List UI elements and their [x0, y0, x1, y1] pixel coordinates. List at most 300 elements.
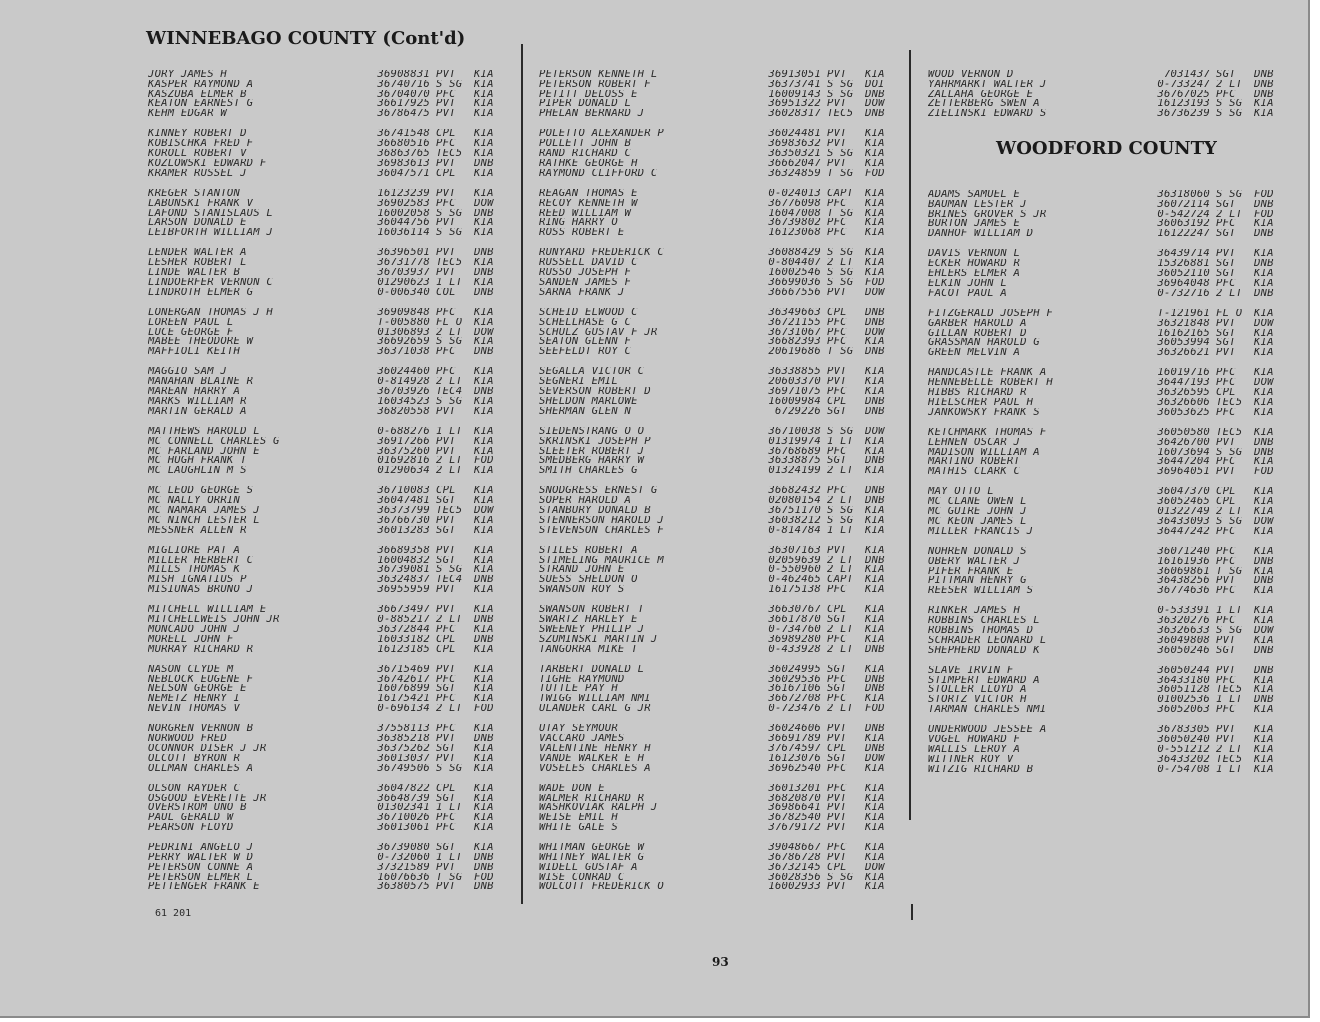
- status: DNB: [1254, 89, 1274, 100]
- roster-row: [928, 487, 1288, 497]
- roster-row: [148, 109, 508, 119]
- roster-row: [539, 803, 899, 813]
- soldier-name: BAUMAN LESTER J: [928, 199, 1027, 210]
- rank: CPL: [827, 396, 847, 407]
- rank: PFC: [436, 367, 456, 378]
- rank: 1 LT: [827, 436, 854, 447]
- rank: 1 LT: [436, 803, 463, 814]
- soldier-name: STENNERSON HAROLD J: [539, 515, 664, 526]
- rank: S SG: [827, 515, 854, 526]
- status: KIA: [474, 70, 494, 80]
- roster-row: [148, 615, 508, 625]
- rank: 1 LT: [827, 525, 854, 536]
- soldier-name: MILLS THOMAS K: [148, 565, 241, 576]
- soldier-name: SMEDBERG HARRY W: [539, 456, 645, 467]
- serial-number: 36447204: [1157, 457, 1210, 468]
- rank: 2 LT: [827, 496, 854, 506]
- soldier-name: KINNEY ROBERT D: [148, 129, 247, 140]
- soldier-name: SKRINSKI JOSEPH P: [539, 436, 651, 447]
- roster-row: [148, 199, 508, 209]
- roster-group: [539, 843, 899, 892]
- serial-number: 0-885217: [377, 615, 430, 625]
- status: KIA: [474, 813, 494, 823]
- soldier-name: LARSON DONALD E: [148, 218, 247, 229]
- soldier-name: SHEPHERD DONALD K: [928, 645, 1040, 656]
- roster-group: [539, 784, 899, 833]
- status: DNB: [474, 634, 494, 645]
- roster-row: [148, 99, 508, 109]
- roster-row: [928, 557, 1288, 567]
- roster-group: [148, 605, 508, 654]
- status: KIA: [474, 515, 494, 526]
- soldier-name: MATHIS CLARK C: [928, 467, 1021, 477]
- soldier-name: ROBBINS THOMAS D: [928, 625, 1034, 636]
- roster-row: [928, 467, 1288, 477]
- roster-row: [928, 338, 1288, 348]
- status: KIA: [1254, 616, 1274, 626]
- rank: PVT: [1216, 467, 1236, 477]
- status: DNB: [865, 743, 885, 754]
- status: KIA: [1254, 685, 1274, 696]
- roster-row: [539, 258, 899, 268]
- serial-number: 36324859: [768, 168, 821, 179]
- rank: PVT: [436, 109, 456, 119]
- serial-number: 36739802: [768, 218, 821, 229]
- serial-number: 36703926: [377, 387, 430, 397]
- serial-number: 36447242: [1157, 526, 1210, 537]
- rank: S SG: [1216, 625, 1243, 636]
- serial-number: 36071240: [1157, 546, 1210, 557]
- roster-row: [539, 764, 899, 774]
- soldier-name: PETTENGER FRANK E: [148, 882, 260, 893]
- roster-group: [539, 605, 899, 654]
- status: FOD: [1254, 190, 1274, 200]
- soldier-name: WIDELL GUSTAF A: [539, 862, 638, 873]
- status: KIA: [474, 406, 494, 417]
- status: KIA: [865, 565, 885, 576]
- soldier-name: SEATON GLENN F: [539, 337, 632, 348]
- roster-row: [148, 347, 508, 357]
- serial-number: 01290623: [377, 277, 430, 288]
- rank: SGT: [827, 753, 847, 764]
- roster-row: [148, 556, 508, 566]
- rank: PFC: [827, 218, 847, 229]
- soldier-name: WHITMAN GEORGE W: [539, 843, 645, 854]
- roster-row: [148, 516, 508, 526]
- rank: PFC: [827, 585, 847, 595]
- status: KIA: [865, 634, 885, 645]
- rank: 2 LT: [436, 615, 463, 625]
- status: DOW: [474, 198, 494, 209]
- roster-row: [928, 695, 1288, 705]
- rank: PFC: [827, 634, 847, 645]
- status: FOD: [1254, 467, 1274, 477]
- serial-number: 36047370: [1157, 487, 1210, 498]
- roster-row: [539, 456, 899, 466]
- status: KIA: [474, 793, 494, 804]
- status: KIA: [474, 277, 494, 288]
- soldier-name: RING HARRY O: [539, 218, 618, 229]
- rank: SGT: [827, 456, 847, 467]
- soldier-name: ZIELINSKI EDWARD S: [928, 109, 1047, 119]
- roster-row: [539, 218, 899, 228]
- status: KIA: [865, 545, 885, 556]
- rank: PFC: [1216, 556, 1236, 567]
- soldier-name: TARMAN CHARLES NMI: [928, 705, 1047, 715]
- status: KIA: [865, 763, 885, 774]
- status: DOW: [1254, 625, 1274, 636]
- status: KIA: [474, 109, 494, 119]
- serial-number: 16123239: [377, 188, 430, 199]
- serial-number: 36050246: [1157, 645, 1210, 656]
- status: DNB: [1254, 70, 1274, 80]
- serial-number: 36047822: [377, 783, 430, 794]
- status: KIA: [865, 694, 885, 705]
- rank: TEC5: [1216, 754, 1243, 765]
- rank: PVT: [436, 734, 456, 744]
- status: KIA: [865, 129, 885, 140]
- roster-row: [539, 99, 899, 109]
- roster-row: [928, 457, 1288, 467]
- status: KIA: [865, 337, 885, 348]
- status: DNB: [865, 396, 885, 407]
- status: KIA: [865, 387, 885, 397]
- status: DNB: [474, 248, 494, 259]
- serial-number: 36731067: [768, 327, 821, 338]
- serial-number: 36052110: [1157, 269, 1210, 279]
- serial-number: 36439714: [1157, 249, 1210, 260]
- status: KIA: [474, 684, 494, 695]
- roster-row: [928, 309, 1288, 319]
- serial-number: 16004832: [377, 555, 430, 566]
- rank: 2 LT: [1216, 744, 1243, 755]
- rank: PVT: [827, 99, 847, 110]
- roster-row: [928, 517, 1288, 527]
- serial-number: 36371038: [377, 347, 430, 357]
- roster-row: [539, 347, 899, 357]
- soldier-name: VOSELES CHARLES A: [539, 763, 651, 774]
- status: KIA: [474, 436, 494, 447]
- soldier-name: MAGGIO SAM J: [148, 367, 227, 378]
- status: KIA: [474, 307, 494, 318]
- roster-row: [539, 754, 899, 764]
- soldier-name: KOBISCHKA FRED F: [148, 139, 254, 150]
- rank: 2 LT: [436, 704, 463, 714]
- serial-number: 36776098: [768, 198, 821, 209]
- roster-group: [148, 367, 508, 416]
- status: KIA: [1254, 487, 1274, 498]
- serial-number: 16002546: [768, 268, 821, 278]
- roster-row: [148, 675, 508, 685]
- rank: 2 LT: [436, 456, 463, 467]
- roster-row: [148, 209, 508, 219]
- roster-row: [928, 576, 1288, 586]
- roster-group: [539, 486, 899, 535]
- roster-row: [539, 813, 899, 823]
- rank: PVT: [436, 70, 456, 80]
- serial-number: 36786728: [768, 853, 821, 863]
- rank: PFC: [436, 694, 456, 705]
- rank: CPL: [436, 129, 456, 140]
- status: KIA: [474, 99, 494, 110]
- roster-group: [539, 70, 899, 119]
- rank: PVT: [1216, 348, 1236, 358]
- serial-number: 36617925: [377, 99, 430, 110]
- status: KIA: [865, 377, 885, 388]
- rank: SGT: [1216, 229, 1236, 239]
- status: KIA: [1254, 764, 1274, 775]
- soldier-name: OLSON RAYDER C: [148, 783, 241, 794]
- roster-row: [928, 636, 1288, 646]
- serial-number: 37558113: [377, 724, 430, 735]
- soldier-name: DAVIS VERNON L: [928, 249, 1021, 260]
- soldier-name: MORELL JOHN F: [148, 634, 234, 645]
- status: DNB: [1254, 288, 1274, 299]
- page-number: 93: [712, 955, 729, 969]
- serial-number: 36682432: [768, 486, 821, 497]
- soldier-name: WASHKOVIAK RALPH J: [539, 803, 658, 814]
- rank: TEC5: [1216, 685, 1243, 696]
- serial-number: 36049808: [1157, 635, 1210, 646]
- footer-code: 61 201: [155, 908, 192, 919]
- soldier-name: MC KEON JAMES L: [928, 516, 1027, 527]
- serial-number: 36739081: [377, 565, 430, 576]
- rank: SGT: [436, 684, 456, 695]
- soldier-name: MC NAMARA JAMES J: [148, 505, 260, 516]
- roster-row: [148, 744, 508, 754]
- soldier-name: LINDOERFER VERNON C: [148, 277, 273, 288]
- soldier-name: OLCOTT BYRON R: [148, 753, 241, 764]
- roster-row: [148, 843, 508, 853]
- status: KIA: [1254, 606, 1274, 617]
- serial-number: 01319974: [768, 436, 821, 447]
- serial-number: 36768689: [768, 446, 821, 457]
- roster-row: [928, 616, 1288, 626]
- roster-row: [539, 447, 899, 457]
- rank: 1 LT: [436, 426, 463, 437]
- roster-row: [148, 694, 508, 704]
- status: DOW: [1254, 318, 1274, 329]
- status: KIA: [474, 644, 494, 655]
- status: DOW: [865, 753, 885, 764]
- status: KIA: [1254, 109, 1274, 119]
- soldier-name: NORWOOD FRED: [148, 734, 227, 744]
- roster-row: [148, 724, 508, 734]
- roster-row: [539, 863, 899, 873]
- soldier-name: MABEE THEODORE W: [148, 337, 254, 348]
- soldier-name: SARNA FRANK J: [539, 287, 625, 298]
- serial-number: 36029536: [768, 674, 821, 685]
- roster-row: [928, 388, 1288, 398]
- roster-group: [928, 606, 1288, 655]
- soldier-name: MISH IGNATIUS P: [148, 575, 247, 586]
- serial-number: 36710026: [377, 813, 430, 823]
- rank: PFC: [827, 446, 847, 457]
- roster-group: [148, 189, 508, 238]
- status: FOD: [474, 872, 494, 883]
- rank: S SG: [1216, 190, 1243, 200]
- rank: PFC: [436, 307, 456, 318]
- roster-row: [148, 575, 508, 585]
- status: DOW: [474, 505, 494, 516]
- soldier-name: MADISON WILLIAM A: [928, 447, 1040, 458]
- soldier-name: MIGLIORE PAT A: [148, 545, 241, 556]
- soldier-name: DANHOF WILLIAM D: [928, 229, 1034, 239]
- soldier-name: SHERMAN GLEN N: [539, 406, 632, 417]
- soldier-name: SUESS SHELDON O: [539, 575, 638, 586]
- soldier-name: TUTTLE PAY H: [539, 684, 618, 695]
- roster-row: [928, 249, 1288, 259]
- serial-number: 36052465: [1157, 497, 1210, 508]
- roster-row: [148, 754, 508, 764]
- roster-row: [539, 575, 899, 585]
- soldier-name: NELSON GEORGE E: [148, 684, 247, 695]
- rank: SGT: [436, 555, 456, 566]
- serial-number: 0-754708: [1157, 764, 1210, 775]
- rank: PFC: [827, 843, 847, 854]
- serial-number: 36909848: [377, 307, 430, 318]
- serial-number: 36373799: [377, 505, 430, 516]
- rank: 1 LT: [436, 277, 463, 288]
- rank: FL O: [1216, 308, 1243, 319]
- rank: CPL: [1216, 487, 1236, 498]
- serial-number: 36667556: [768, 287, 821, 298]
- roster-row: [539, 407, 899, 417]
- soldier-name: MAY OTTO L: [928, 487, 994, 498]
- roster-group: [539, 367, 899, 416]
- column-divider-left: [521, 44, 523, 904]
- status: KIA: [474, 674, 494, 685]
- rank: CAPT: [827, 575, 854, 586]
- soldier-name: MC CONNELL CHARLES G: [148, 436, 280, 447]
- roster-row: [928, 606, 1288, 616]
- roster-row: [928, 80, 1288, 90]
- rank: CPL: [436, 486, 456, 497]
- serial-number: 16161936: [1157, 556, 1210, 567]
- soldier-name: MC NALLY ORRIN: [148, 496, 241, 506]
- roster-row: [928, 685, 1288, 695]
- soldier-name: PEARSON FLOYD: [148, 823, 234, 833]
- soldier-name: SCHELLHASE G C: [539, 317, 632, 328]
- serial-number: 36028317: [768, 109, 821, 119]
- rank: PFC: [1216, 586, 1236, 596]
- roster-row: [148, 288, 508, 298]
- roster-row: [539, 466, 899, 476]
- roster-group: [539, 665, 899, 714]
- serial-number: 36783305: [1157, 725, 1210, 736]
- rank: S SG: [1216, 109, 1243, 119]
- serial-number: 36380575: [377, 882, 430, 893]
- soldier-name: SOPER HAROLD A: [539, 496, 632, 506]
- serial-number: 36908831: [377, 70, 430, 80]
- soldier-name: SWANSON ROY S: [539, 585, 625, 595]
- serial-number: 36024481: [768, 129, 821, 140]
- rank: PFC: [1216, 378, 1236, 389]
- roster-group: [928, 725, 1288, 774]
- rank: PFC: [827, 763, 847, 774]
- roster-row: [148, 189, 508, 199]
- roster-row: [148, 377, 508, 387]
- rank: PFC: [1216, 705, 1236, 715]
- rank: PVT: [436, 882, 456, 893]
- rank: PFC: [1216, 675, 1236, 686]
- serial-number: 36024606: [768, 724, 821, 735]
- status: KIA: [1254, 278, 1274, 289]
- rank: PVT: [827, 823, 847, 833]
- rank: SGT: [827, 406, 847, 417]
- soldier-name: MC CLANE OWEN L: [928, 497, 1027, 508]
- soldier-name: MARKS WILLIAM R: [148, 396, 247, 407]
- serial-number: 36913051: [768, 70, 821, 80]
- rank: 2 LT: [1216, 79, 1243, 90]
- status: KIA: [865, 525, 885, 536]
- serial-number: 36917266: [377, 436, 430, 447]
- roster-row: [148, 427, 508, 437]
- soldier-name: KASZUBA ELMER B: [148, 89, 247, 100]
- soldier-name: HENNEBELLE ROBERT H: [928, 378, 1053, 389]
- serial-number: 0-533391: [1157, 606, 1210, 617]
- rank: T SG: [827, 208, 854, 219]
- roster-row: [148, 159, 508, 169]
- serial-number: 36721155: [768, 317, 821, 328]
- status: DNB: [865, 347, 885, 357]
- status: KIA: [1254, 635, 1274, 646]
- serial-number: 36774636: [1157, 586, 1210, 596]
- serial-number: 0-433928: [768, 644, 821, 655]
- rank: PFC: [827, 783, 847, 794]
- roster-row: [148, 466, 508, 476]
- roster-row: [928, 368, 1288, 378]
- soldier-name: ELKIN JOHN L: [928, 278, 1007, 289]
- soldier-name: GARBER HAROLD A: [928, 318, 1027, 329]
- roster-row: [539, 516, 899, 526]
- serial-number: 36689358: [377, 545, 430, 556]
- soldier-name: TARBERT DONALD L: [539, 664, 645, 675]
- serial-number: 36736239: [1157, 109, 1210, 119]
- status: KIA: [474, 724, 494, 735]
- rank: CPL: [436, 783, 456, 794]
- soldier-name: SZUMINSKI MARTIN J: [539, 634, 658, 645]
- roster-row: [148, 318, 508, 328]
- rank: TEC4: [436, 387, 463, 397]
- roster-row: [148, 605, 508, 615]
- status: KIA: [474, 545, 494, 556]
- soldier-name: LESHER ROBERT L: [148, 258, 247, 269]
- roster-row: [148, 258, 508, 268]
- roster-row: [928, 99, 1288, 109]
- roster-row: [539, 367, 899, 377]
- roster-row: [148, 565, 508, 575]
- rank: SGT: [436, 743, 456, 754]
- rank: PVT: [827, 793, 847, 804]
- roster-row: [148, 90, 508, 100]
- serial-number: 16033182: [377, 634, 430, 645]
- soldier-name: WITZIG RICHARD B: [928, 764, 1034, 775]
- rank: 2 LT: [827, 466, 854, 476]
- roster-row: [928, 90, 1288, 100]
- roster-row: [928, 755, 1288, 765]
- rank: 2 LT: [827, 565, 854, 576]
- status: FOD: [474, 704, 494, 714]
- soldier-name: RUSSO JOSEPH F: [539, 268, 632, 278]
- rank: PVT: [1216, 665, 1236, 676]
- roster-row: [539, 159, 899, 169]
- roster-row: [539, 585, 899, 595]
- roster-row: [539, 337, 899, 347]
- status: FOD: [474, 456, 494, 467]
- rank: PFC: [827, 387, 847, 397]
- roster-row: [928, 666, 1288, 676]
